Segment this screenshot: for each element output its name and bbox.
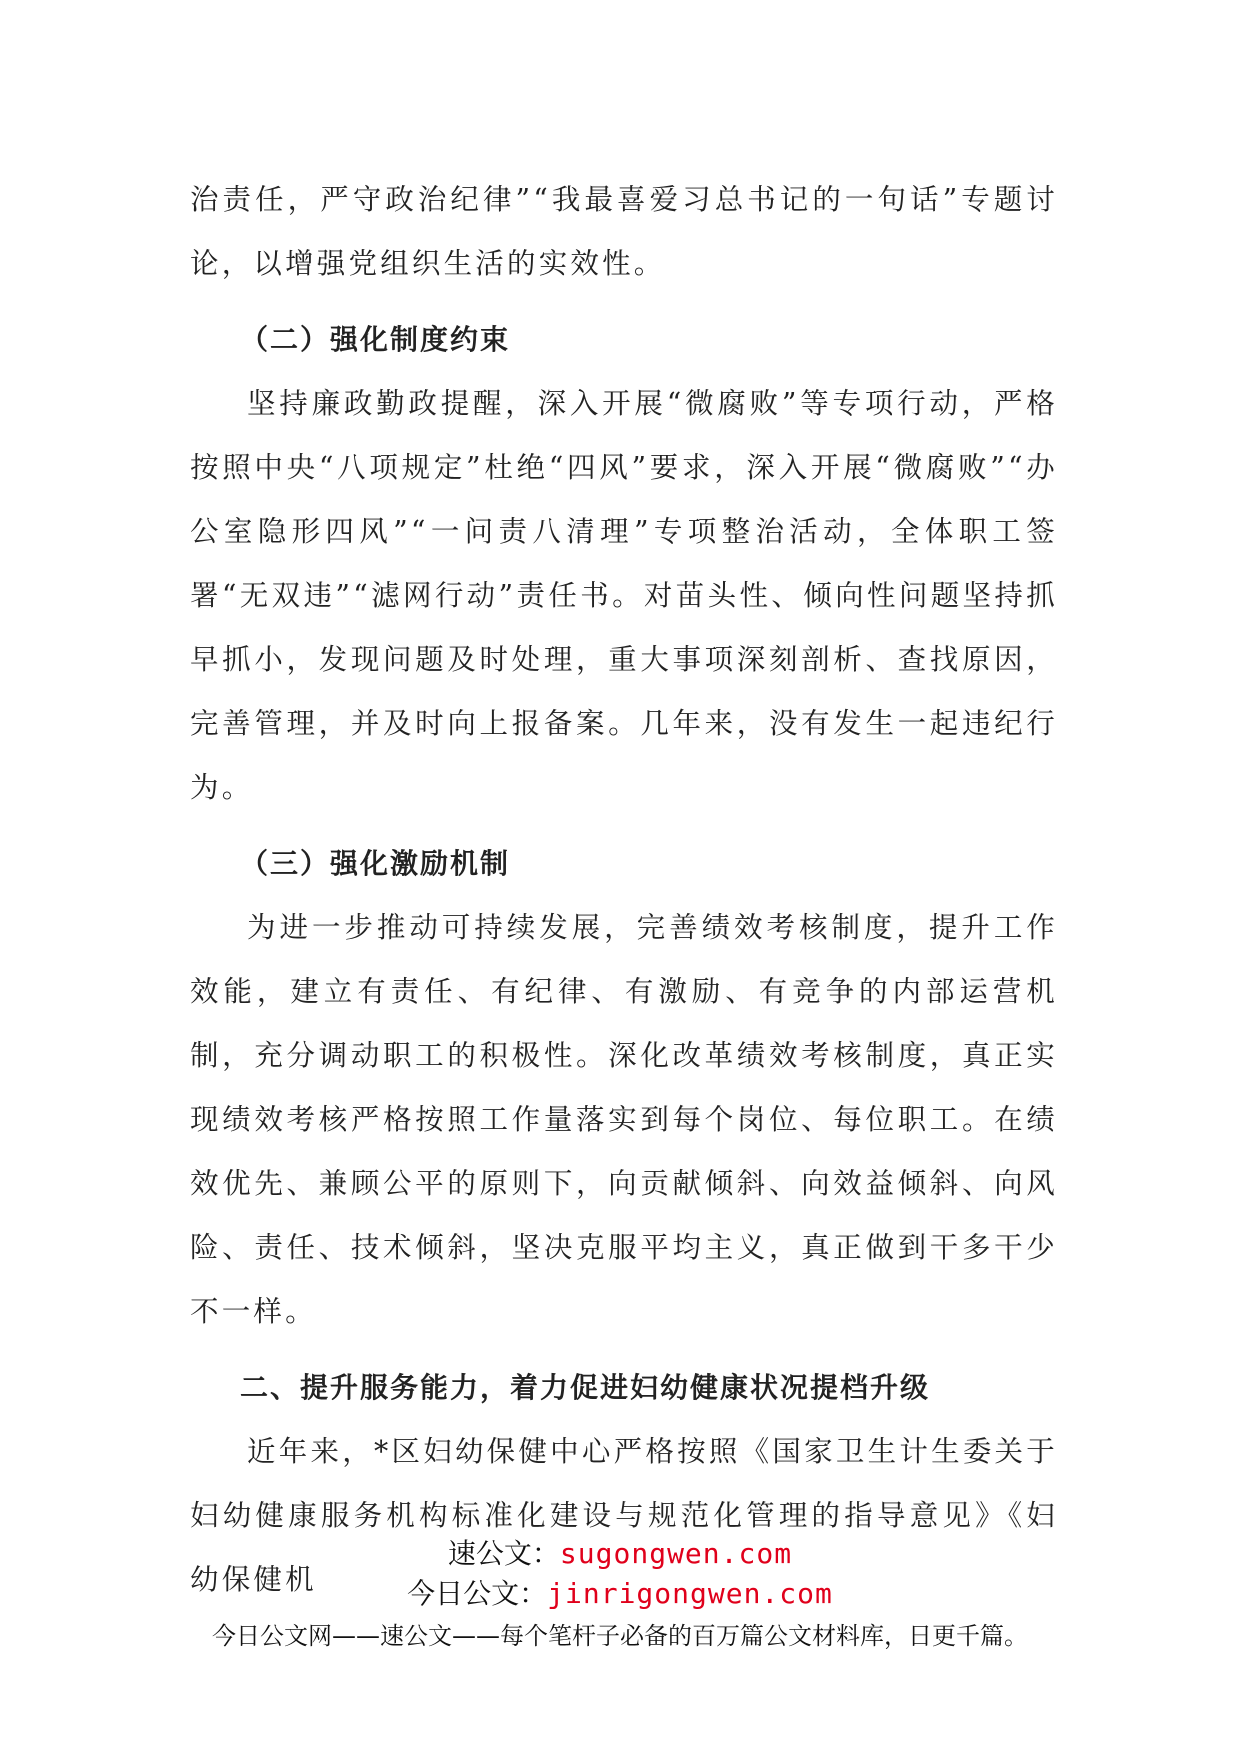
footer-jinrigongwen (0, 1574, 1240, 1614)
footer-jinrigongwen-link[interactable]: jinrigongwen.com (547, 1577, 833, 1610)
paragraph-political-discipline: 治责任，严守政治纪律”“我最喜爱习总书记的一句话”专题讨论，以增强党组织生活的实效性。 (190, 183, 1058, 280)
footer-jinrigongwen-label: 今日公文： (407, 1577, 548, 1610)
heading-institutional-constraints: （二）强化制度约束 (240, 323, 511, 356)
heading-incentive-mechanism: （三）强化激励机制 (240, 847, 511, 880)
heading-service-capacity: 二、提升服务能力，着力促进妇幼健康状况提档升级 (240, 1371, 931, 1404)
paragraph-integrity-reminders: 坚持廉政勤政提醒，深入开展“微腐败”等专项行动，严格按照中央“八项规定”杜绝“四风”要求，深入开展“微腐败”“办公室隐形四风”“一问责八清理”专项整治活动，全体职工签署“无双违”“滤网行动”责任书。对苗头性、倾向性问题坚持抓早抓小，发现问题及时处理，重大事项深刻剖析、查找原因，完善管理，并及时向上报备案。几年来，没有发生一起违纪行为。 (190, 387, 1058, 804)
footer-sugongwen-link[interactable]: sugongwen.com (559, 1537, 793, 1570)
footer-tagline: 今日公文网——速公文——每个笔杆子必备的百万篇公文材料库，日更千篇。 (212, 1622, 1028, 1650)
document-body (190, 168, 1058, 1612)
footer-sugongwen-label: 速公文： (447, 1537, 560, 1570)
paragraph-performance-assessment: 为进一步推动可持续发展，完善绩效考核制度，提升工作效能，建立有责任、有纪律、有激励、有竞争的内部运营机制，充分调动职工的积极性。深化改革绩效考核制度，真正实现绩效考核严格按照工作量落实到每个岗位、每位职工。在绩效优先、兼顾公平的原则下，向贡献倾斜、向效益倾斜、向风险、责任、技术倾斜，坚决克服平均主义，真正做到干多干少不一样。 (190, 911, 1058, 1328)
footer-sugongwen (0, 1534, 1240, 1574)
paragraph-maternal-child-health: 近年来，*区妇幼保健中心严格按照《国家卫生计生委关于妇幼健康服务机构标准化建设与规范化管理的指导意见》《妇幼保健机 (190, 1435, 1058, 1596)
